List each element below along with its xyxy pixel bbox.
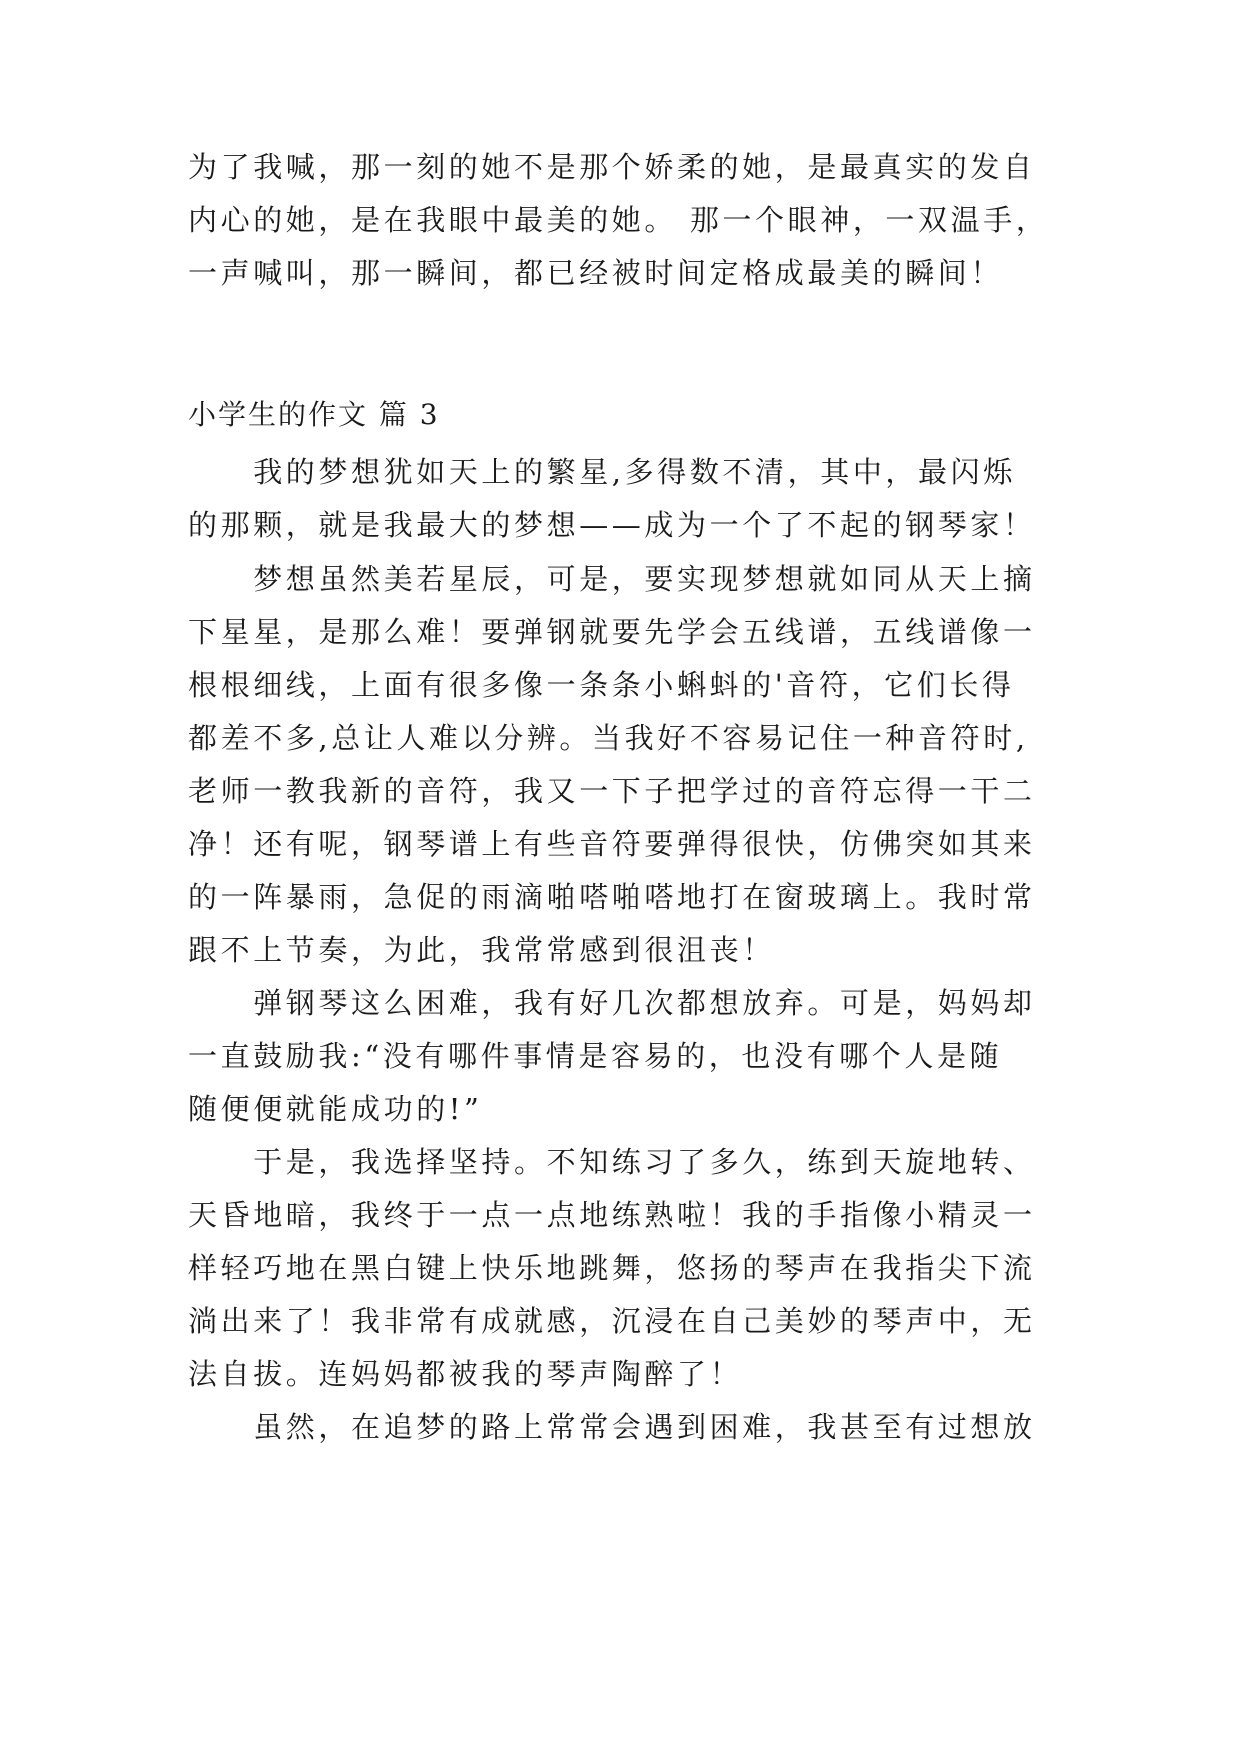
- paragraph-line: 跟不上节奏，为此，我常常感到很沮丧！: [188, 933, 775, 967]
- paragraph-line: 净！还有呢，钢琴谱上有些音符要弹得很快，仿佛突如其来: [188, 827, 1036, 861]
- paragraph-line: 下星星，是那么难！要弹钢就要先学会五线谱，五线谱像一: [188, 615, 1036, 649]
- section-title: 小学生的作文 篇 3: [188, 398, 440, 431]
- paragraph-line: 淌出来了！我非常有成就感，沉浸在自己美妙的琴声中，无: [188, 1304, 1036, 1338]
- paragraph-line: 的一阵暴雨，急促的雨滴啪嗒啪嗒地打在窗玻璃上。我时常: [188, 880, 1036, 914]
- paragraph-line: 梦想虽然美若星辰，可是，要实现梦想就如同从天上摘: [188, 562, 1036, 596]
- paragraph-line: 老师一教我新的音符，我又一下子把学过的音符忘得一干二: [188, 774, 1036, 808]
- paragraph-line: 随便便就能成功的!”: [188, 1092, 483, 1126]
- paragraph-line: 弹钢琴这么困难，我有好几次都想放弃。可是，妈妈却: [188, 986, 1036, 1020]
- paragraph-line: 样轻巧地在黑白键上快乐地跳舞，悠扬的琴声在我指尖下流: [188, 1251, 1036, 1285]
- paragraph-line: 我的梦想犹如天上的繁星,多得数不清，其中，最闪烁: [188, 455, 1016, 489]
- paragraph-line: 一声喊叫，那一瞬间，都已经被时间定格成最美的瞬间！: [188, 256, 1004, 290]
- paragraph-line: 根根细线，上面有很多像一条条小蝌蚪的'音符，它们长得: [188, 668, 1015, 702]
- paragraph-line: 于是，我选择坚持。不知练习了多久，练到天旋地转、: [188, 1145, 1036, 1179]
- paragraph-line: 内心的她，是在我眼中最美的她。 那一个眼神，一双温手，: [188, 203, 1049, 237]
- paragraph-line: 为了我喊，那一刻的她不是那个娇柔的她，是最真实的发自: [188, 150, 1036, 184]
- paragraph-line: 法自拔。连妈妈都被我的琴声陶醉了！: [188, 1357, 743, 1391]
- paragraph-line: 都差不多,总让人难以分辨。当我好不容易记住一种音符时,: [188, 721, 1029, 755]
- paragraph-line: 一直鼓励我:“没有哪件事情是容易的，也没有哪个人是随: [188, 1039, 1003, 1073]
- paragraph-line: 虽然，在追梦的路上常常会遇到困难，我甚至有过想放: [188, 1410, 1036, 1444]
- paragraph-line: 的那颗，就是我最大的梦想——成为一个了不起的钢琴家！: [188, 508, 1036, 542]
- paragraph-line: 天昏地暗，我终于一点一点地练熟啦！我的手指像小精灵一: [188, 1198, 1036, 1232]
